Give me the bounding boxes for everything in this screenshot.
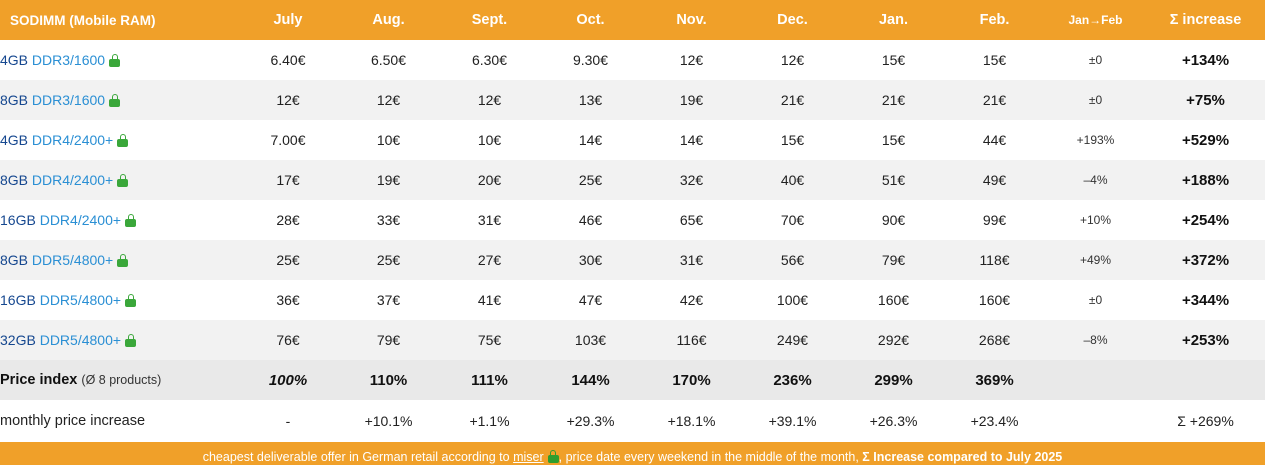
product-type: DDR5/4800+: [39, 292, 122, 308]
table-row: [0, 40, 1265, 80]
monthly-increase-value: +26.3%: [843, 400, 944, 442]
lock-icon: [117, 134, 128, 147]
footer-bold-text: Σ Increase compared to July 2025: [862, 450, 1063, 464]
price-index-value: 170%: [641, 360, 742, 400]
price-cell: 90€: [843, 200, 944, 240]
product-type: DDR5/4800+: [39, 332, 122, 348]
delta-cell: ±0: [1045, 40, 1146, 80]
sum-cell: +134%: [1146, 40, 1265, 80]
product-type: DDR5/4800+: [31, 252, 114, 268]
price-cell: 79€: [338, 320, 439, 360]
product-capacity: 32GB: [0, 332, 36, 348]
sum-cell: +253%: [1146, 320, 1265, 360]
price-cell: 15€: [742, 120, 843, 160]
price-cell: 30€: [540, 240, 641, 280]
price-index-title: Price index: [0, 372, 78, 388]
price-cell: 19€: [338, 160, 439, 200]
price-cell: 31€: [641, 240, 742, 280]
delta-cell: ±0: [1045, 280, 1146, 320]
delta-cell: +193%: [1045, 120, 1146, 160]
header-month-jan: Jan.: [843, 0, 944, 40]
table-row: [0, 80, 1265, 120]
lock-icon: [125, 334, 136, 347]
product-type: DDR3/1600: [31, 52, 106, 68]
price-index-sum: [1146, 360, 1265, 400]
monthly-increase-value: +10.1%: [338, 400, 439, 442]
price-cell: 15€: [944, 40, 1045, 80]
price-cell: 15€: [843, 40, 944, 80]
monthly-increase-label: monthly price increase: [0, 400, 238, 442]
price-cell: 75€: [439, 320, 540, 360]
product-label[interactable]: [0, 240, 238, 280]
footer-source-link[interactable]: miser: [513, 450, 544, 464]
lock-icon: [125, 214, 136, 227]
lock-icon: [117, 254, 128, 267]
price-cell: 49€: [944, 160, 1045, 200]
price-cell: 6.30€: [439, 40, 540, 80]
header-month-sept: Sept.: [439, 0, 540, 40]
price-cell: 103€: [540, 320, 641, 360]
lock-icon: [109, 54, 120, 67]
price-cell: 12€: [439, 80, 540, 120]
price-cell: 33€: [338, 200, 439, 240]
price-cell: 6.40€: [238, 40, 338, 80]
price-cell: 27€: [439, 240, 540, 280]
price-cell: 15€: [843, 120, 944, 160]
delta-cell: –8%: [1045, 320, 1146, 360]
table-body: [0, 40, 1265, 442]
price-index-value: 236%: [742, 360, 843, 400]
header-product: SODIMM (Mobile RAM): [0, 0, 238, 40]
lock-icon: [548, 450, 559, 463]
product-capacity: 16GB: [0, 292, 36, 308]
monthly-increase-value: -: [238, 400, 338, 442]
table-row: [0, 320, 1265, 360]
header-row: [0, 0, 1265, 40]
product-label[interactable]: [0, 200, 238, 240]
price-cell: 12€: [742, 40, 843, 80]
price-index-label: [0, 360, 238, 400]
price-cell: 36€: [238, 280, 338, 320]
price-cell: 17€: [238, 160, 338, 200]
price-cell: 25€: [338, 240, 439, 280]
sum-cell: +188%: [1146, 160, 1265, 200]
price-cell: 7.00€: [238, 120, 338, 160]
price-cell: 19€: [641, 80, 742, 120]
product-type: DDR4/2400+: [31, 132, 114, 148]
price-cell: 14€: [540, 120, 641, 160]
price-cell: 25€: [238, 240, 338, 280]
monthly-increase-value: +1.1%: [439, 400, 540, 442]
price-index-value: 111%: [439, 360, 540, 400]
product-capacity: 4GB: [0, 52, 29, 68]
lock-icon: [117, 174, 128, 187]
price-index-delta: [1045, 360, 1146, 400]
price-index-note: (Ø 8 products): [81, 373, 162, 387]
price-cell: 79€: [843, 240, 944, 280]
product-type: DDR4/2400+: [39, 212, 122, 228]
footer-pre-text: cheapest deliverable offer in German retail according to: [202, 450, 514, 464]
price-index-value: 100%: [238, 360, 338, 400]
price-cell: 21€: [944, 80, 1045, 120]
monthly-increase-value: +29.3%: [540, 400, 641, 442]
price-cell: 40€: [742, 160, 843, 200]
price-cell: 12€: [641, 40, 742, 80]
table-row: [0, 200, 1265, 240]
lock-icon: [109, 94, 120, 107]
price-cell: 100€: [742, 280, 843, 320]
table-header: [0, 0, 1265, 40]
product-capacity: 8GB: [0, 172, 29, 188]
product-label[interactable]: [0, 40, 238, 80]
price-index-value: 299%: [843, 360, 944, 400]
price-cell: 99€: [944, 200, 1045, 240]
sum-cell: +75%: [1146, 80, 1265, 120]
price-cell: 13€: [540, 80, 641, 120]
price-cell: 65€: [641, 200, 742, 240]
header-month-dec: Dec.: [742, 0, 843, 40]
sum-cell: +344%: [1146, 280, 1265, 320]
product-capacity: 16GB: [0, 212, 36, 228]
price-cell: 56€: [742, 240, 843, 280]
header-jan-feb-delta: Jan→Feb: [1045, 0, 1146, 40]
price-cell: 42€: [641, 280, 742, 320]
price-index-value: 110%: [338, 360, 439, 400]
price-cell: 118€: [944, 240, 1045, 280]
header-month-july: July: [238, 0, 338, 40]
delta-cell: ±0: [1045, 80, 1146, 120]
product-capacity: 8GB: [0, 252, 29, 268]
price-cell: 268€: [944, 320, 1045, 360]
product-label[interactable]: [0, 280, 238, 320]
price-cell: 10€: [338, 120, 439, 160]
table-row: [0, 160, 1265, 200]
price-index-value: 144%: [540, 360, 641, 400]
header-month-nov: Nov.: [641, 0, 742, 40]
header-month-feb: Feb.: [944, 0, 1045, 40]
price-index-row: [0, 360, 1265, 400]
price-cell: 160€: [843, 280, 944, 320]
lock-icon: [125, 294, 136, 307]
price-cell: 32€: [641, 160, 742, 200]
product-capacity: 4GB: [0, 132, 29, 148]
price-cell: 31€: [439, 200, 540, 240]
header-month-aug: Aug.: [338, 0, 439, 40]
monthly-increase-delta: [1045, 400, 1146, 442]
price-cell: 28€: [238, 200, 338, 240]
price-cell: 41€: [439, 280, 540, 320]
price-cell: 46€: [540, 200, 641, 240]
price-cell: 51€: [843, 160, 944, 200]
sum-cell: +372%: [1146, 240, 1265, 280]
price-cell: 10€: [439, 120, 540, 160]
price-cell: 6.50€: [338, 40, 439, 80]
delta-cell: –4%: [1045, 160, 1146, 200]
table-row: [0, 120, 1265, 160]
sum-cell: +529%: [1146, 120, 1265, 160]
price-cell: 116€: [641, 320, 742, 360]
monthly-increase-value: +23.4%: [944, 400, 1045, 442]
table-row: [0, 240, 1265, 280]
product-capacity: 8GB: [0, 92, 29, 108]
price-cell: 9.30€: [540, 40, 641, 80]
price-cell: 12€: [238, 80, 338, 120]
price-cell: 12€: [338, 80, 439, 120]
price-cell: 21€: [742, 80, 843, 120]
footer-mid-text: , price date every weekend in the middle of the month,: [558, 450, 863, 464]
price-cell: 37€: [338, 280, 439, 320]
price-cell: 25€: [540, 160, 641, 200]
monthly-increase-total: Σ +269%: [1146, 400, 1265, 442]
price-index-value: 369%: [944, 360, 1045, 400]
table-footer-note: [0, 442, 1265, 465]
product-label[interactable]: [0, 80, 238, 120]
price-cell: 76€: [238, 320, 338, 360]
table-row: [0, 280, 1265, 320]
product-label[interactable]: [0, 320, 238, 360]
product-type: DDR3/1600: [31, 92, 106, 108]
price-cell: 249€: [742, 320, 843, 360]
delta-cell: +49%: [1045, 240, 1146, 280]
header-month-oct: Oct.: [540, 0, 641, 40]
price-cell: 21€: [843, 80, 944, 120]
delta-cell: +10%: [1045, 200, 1146, 240]
price-cell: 44€: [944, 120, 1045, 160]
price-cell: 160€: [944, 280, 1045, 320]
price-cell: 292€: [843, 320, 944, 360]
price-cell: 47€: [540, 280, 641, 320]
header-sum-increase: Σ increase: [1146, 0, 1265, 40]
monthly-increase-value: +18.1%: [641, 400, 742, 442]
monthly-increase-value: +39.1%: [742, 400, 843, 442]
product-label[interactable]: [0, 160, 238, 200]
price-cell: 14€: [641, 120, 742, 160]
product-label[interactable]: [0, 120, 238, 160]
monthly-increase-row: [0, 400, 1265, 442]
price-cell: 20€: [439, 160, 540, 200]
product-type: DDR4/2400+: [31, 172, 114, 188]
price-cell: 70€: [742, 200, 843, 240]
sum-cell: +254%: [1146, 200, 1265, 240]
